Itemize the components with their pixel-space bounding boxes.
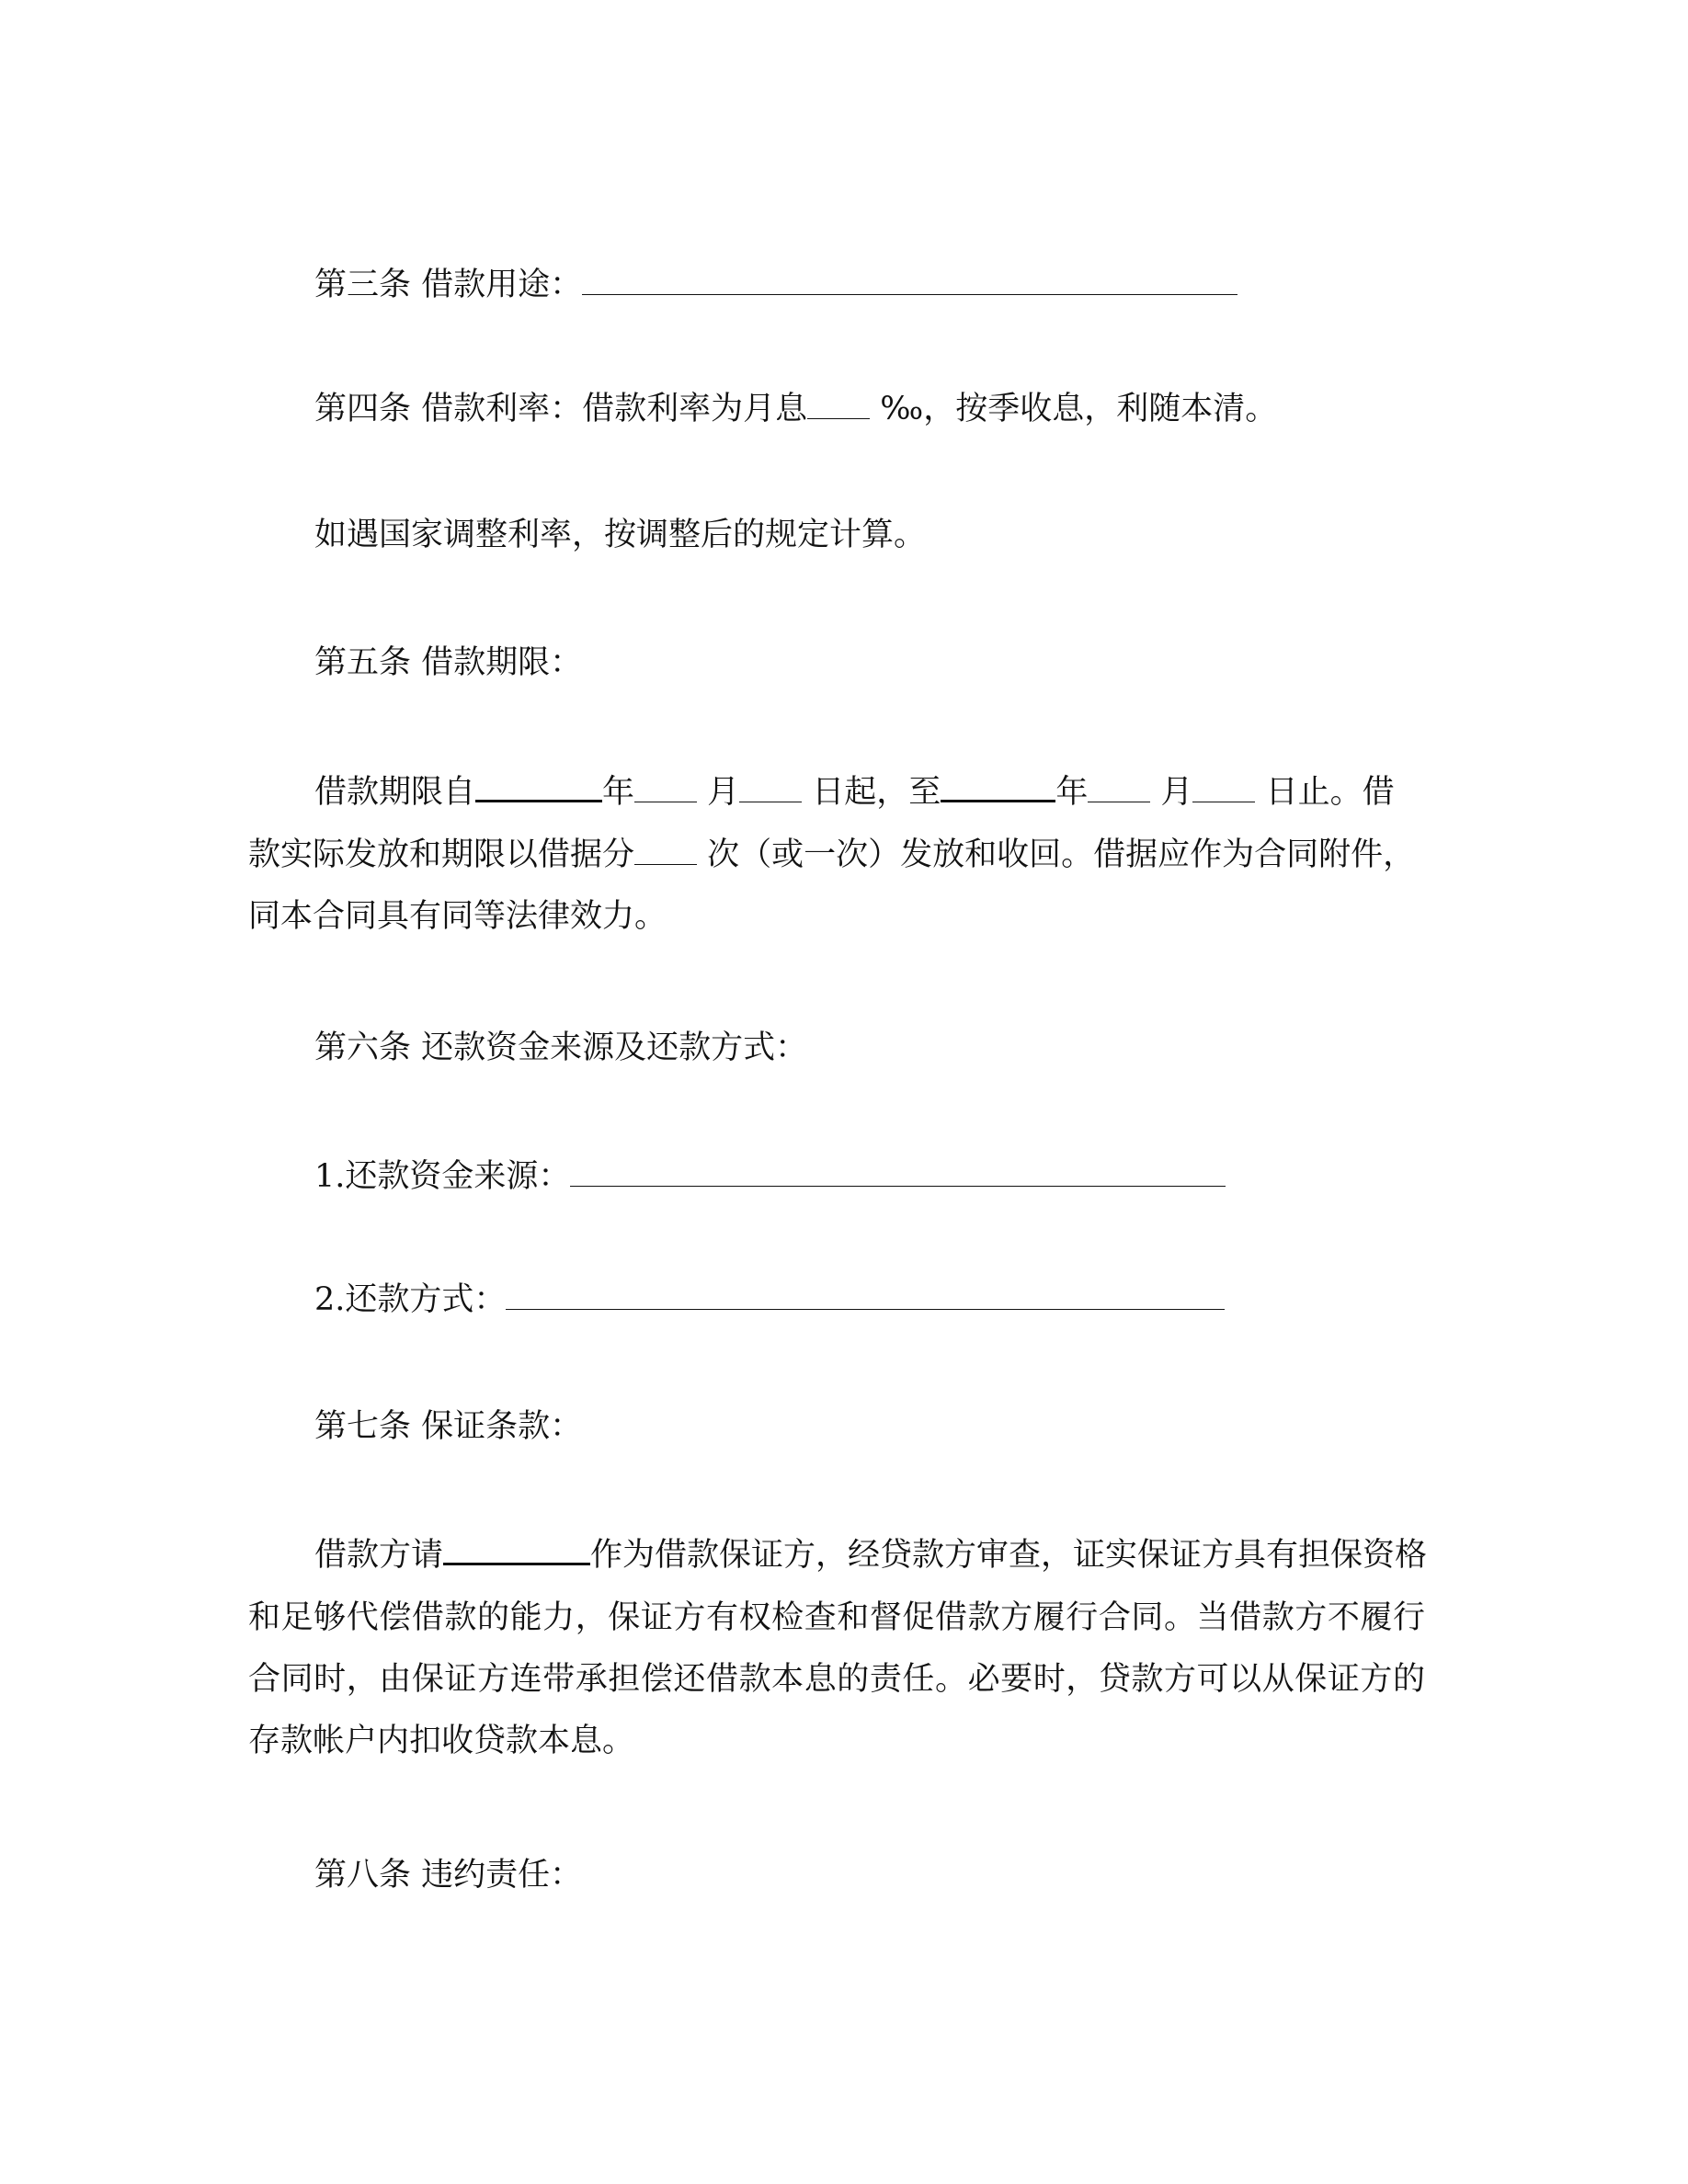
text: 年 xyxy=(602,774,635,811)
repayment-method-blank[interactable] xyxy=(506,1281,1225,1310)
article-6-label: 第六条 还款资金来源及还款方式： xyxy=(314,1029,808,1066)
article-4-note: 如遇国家调整利率，按调整后的规定计算。 xyxy=(314,517,927,553)
article-3-label: 第三条 借款用途： xyxy=(314,267,583,303)
text: 作为借款保证方，经贷款方审查，证实保证方具有担保资格 xyxy=(590,1537,1428,1574)
article-5-label: 第五条 借款期限： xyxy=(314,644,583,681)
repayment-source xyxy=(314,1156,1226,1197)
text: 1.还款资金来源： xyxy=(314,1158,571,1195)
article-4 xyxy=(314,389,1277,429)
text: 款实际发放和期限以借据分 xyxy=(248,836,635,873)
article-7-line-2: 和足够代偿借款的能力，保证方有权检查和督促借款方履行合同。当借款方不履行 xyxy=(248,1599,1425,1636)
start-day-blank[interactable] xyxy=(739,774,802,802)
text: 2.还款方式： xyxy=(314,1281,507,1318)
article-7-line-4: 存款帐户内扣收贷款本息。 xyxy=(248,1723,635,1759)
article-5-line-1 xyxy=(314,772,1395,813)
article-7-line-1 xyxy=(314,1535,1427,1575)
article-8-label: 第八条 违约责任： xyxy=(314,1857,583,1894)
end-day-blank[interactable] xyxy=(1192,774,1255,802)
text: 借款方请 xyxy=(314,1537,444,1574)
start-year-blank[interactable] xyxy=(475,772,602,802)
installments-blank[interactable] xyxy=(634,836,697,865)
interest-rate-blank[interactable] xyxy=(807,391,870,419)
article-5-line-3: 同本合同具有同等法律效力。 xyxy=(248,898,667,935)
article-7-label: 第七条 保证条款： xyxy=(314,1408,583,1445)
end-year-blank[interactable] xyxy=(941,772,1055,802)
article-7-line-3: 合同时，由保证方连带承担偿还借款本息的责任。必要时，贷款方可以从保证方的 xyxy=(248,1661,1425,1698)
text: 日止。借 xyxy=(1255,774,1395,811)
purpose-blank[interactable] xyxy=(582,267,1237,295)
text: 年 xyxy=(1055,774,1089,811)
text: 借款期限自 xyxy=(314,774,476,811)
text: 日起，至 xyxy=(802,774,941,811)
end-month-blank[interactable] xyxy=(1088,774,1150,802)
article-5-line-2 xyxy=(248,835,1415,875)
text: 月 xyxy=(697,774,740,811)
article-3 xyxy=(314,265,1237,305)
article-4-label: 第四条 借款利率：借款利率为月息 xyxy=(314,391,808,427)
repayment-source-blank[interactable] xyxy=(570,1158,1226,1187)
text: 月 xyxy=(1150,774,1193,811)
start-month-blank[interactable] xyxy=(634,774,697,802)
repayment-method xyxy=(314,1280,1225,1320)
article-4-text: ‰，按季收息，利随本清。 xyxy=(870,391,1278,427)
guarantor-blank[interactable] xyxy=(443,1535,590,1565)
text: 次（或一次）发放和收回。借据应作为合同附件， xyxy=(697,836,1416,873)
